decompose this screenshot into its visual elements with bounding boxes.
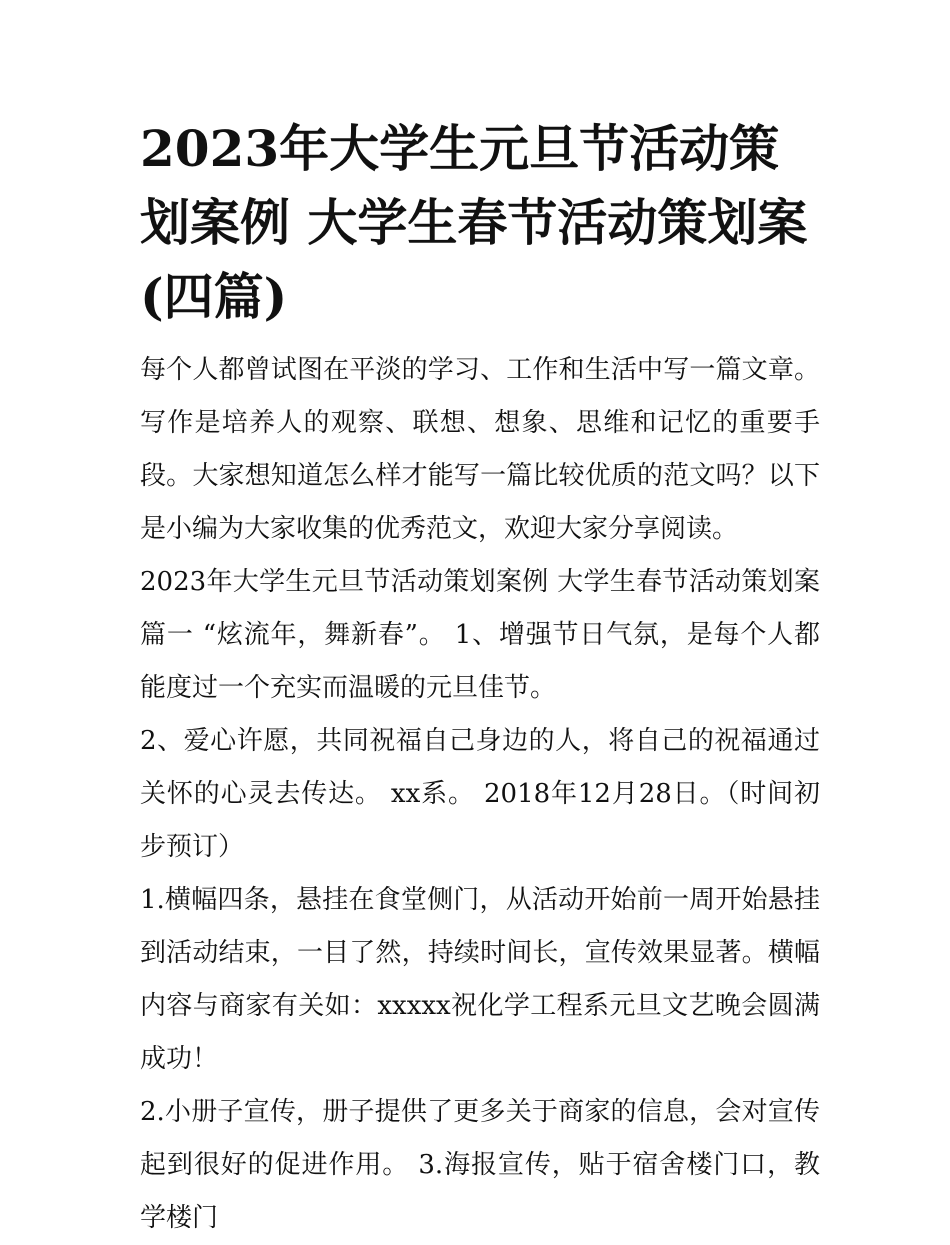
paragraph-banner: 1.横幅四条，悬挂在食堂侧门，从活动开始前一周开始悬挂到活动结束，一目了然，持续时间长，宣传效果显著。横幅内容与商家有关如：xxxxx祝化学工程系元旦文艺晚会圆满成功！ xyxy=(140,885,820,1074)
paragraph-wish: 2、爱心许愿，共同祝福自己身边的人，将自己的祝福通过关怀的心灵去传达。 xx系。 2018年12月28日。（时间初步预订） xyxy=(140,726,820,862)
paragraph-section-one: 2023年大学生元旦节活动策划案例 大学生春节活动策划案篇一 “炫流年，舞新春”。 1、增强节日气氛，是每个人都能度过一个充实而温暖的元旦佳节。 xyxy=(140,567,820,703)
document-body xyxy=(140,344,820,1245)
paragraph-booklet-poster: 2.小册子宣传，册子提供了更多关于商家的信息，会对宣传起到很好的促进作用。 3.海报宣传，贴于宿舍楼门口，教学楼门 xyxy=(140,1097,820,1233)
document-page xyxy=(140,112,820,1245)
paragraph-intro: 每个人都曾试图在平淡的学习、工作和生活中写一篇文章。写作是培养人的观察、联想、想象、思维和记忆的重要手段。大家想知道怎么样才能写一篇比较优质的范文吗？以下是小编为大家收集的优秀范文，欢迎大家分享阅读。 xyxy=(140,355,820,544)
document-title: 2023年大学生元旦节活动策划案例 大学生春节活动策划案(四篇) xyxy=(140,119,808,326)
